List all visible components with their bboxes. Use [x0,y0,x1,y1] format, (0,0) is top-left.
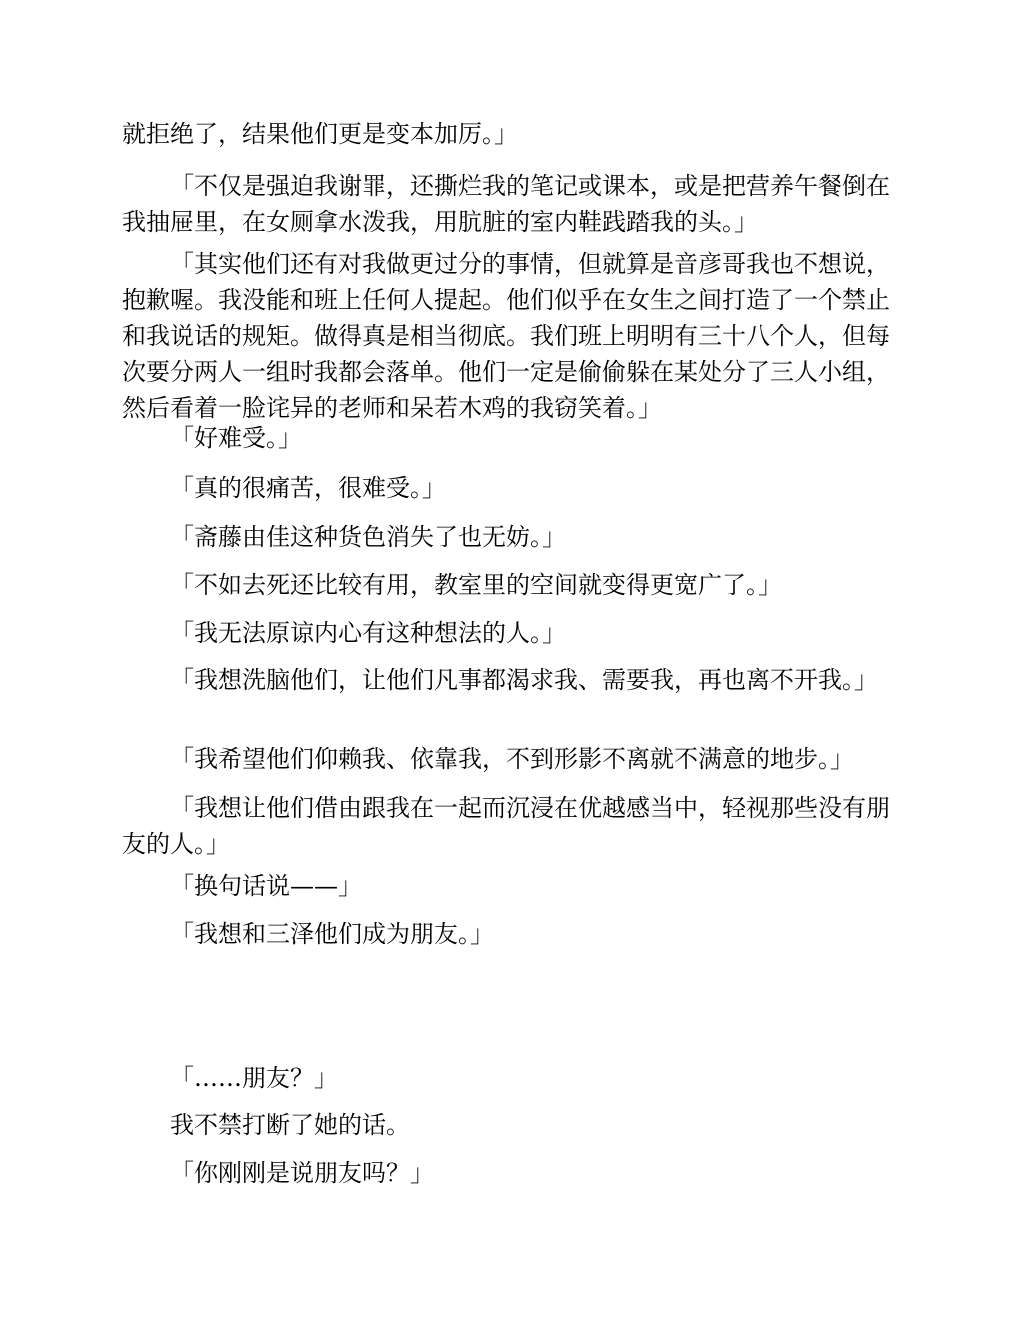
paragraph-3: 「其实他们还有对我做更过分的事情，但就算是音彦哥我也不想说，抱歉喔。我没能和班上任何人提起。他们似乎在女生之间打造了一个禁止和我说话的规矩。做得真是相当彻底。我们班上明明有三十八个人，但每次要分两人一组时我都会落单。他们一定是偷偷躲在某处分了三人小组，然后看着一脸诧异的老师和呆若木鸡的我窃笑着。」 [122,250,890,422]
paragraph-4: 「好难受。」 [170,424,302,452]
paragraph-11: 「我想让他们借由跟我在一起而沉浸在优越感当中，轻视那些没有朋友的人。」 [122,794,890,858]
paragraph-8: 「我无法原谅内心有这种想法的人。」 [170,619,566,647]
paragraph-15: 我不禁打断了她的话。 [170,1111,410,1139]
paragraph-13: 「我想和三泽他们成为朋友。」 [170,920,494,948]
paragraph-14: 「……朋友？」 [170,1064,338,1092]
paragraph-9: 「我想洗脑他们，让他们凡事都渴求我、需要我，再也离不开我。」 [170,666,878,694]
paragraph-6: 「斋藤由佳这种货色消失了也无妨。」 [170,523,566,551]
paragraph-12: 「换句话说——」 [170,872,362,900]
paragraph-10: 「我希望他们仰赖我、依靠我，不到形影不离就不满意的地步。」 [170,745,854,773]
paragraph-16: 「你刚刚是说朋友吗？」 [170,1159,434,1187]
paragraph-2: 「不仅是强迫我谢罪，还撕烂我的笔记或课本，或是把营养午餐倒在我抽屉里，在女厕拿水泼我，用肮脏的室内鞋践踏我的头。」 [122,172,890,236]
paragraph-1: 就拒绝了，结果他们更是变本加厉。」 [122,120,518,148]
paragraph-7: 「不如去死还比较有用，教室里的空间就变得更宽广了。」 [170,571,782,599]
paragraph-5: 「真的很痛苦，很难受。」 [170,474,446,502]
